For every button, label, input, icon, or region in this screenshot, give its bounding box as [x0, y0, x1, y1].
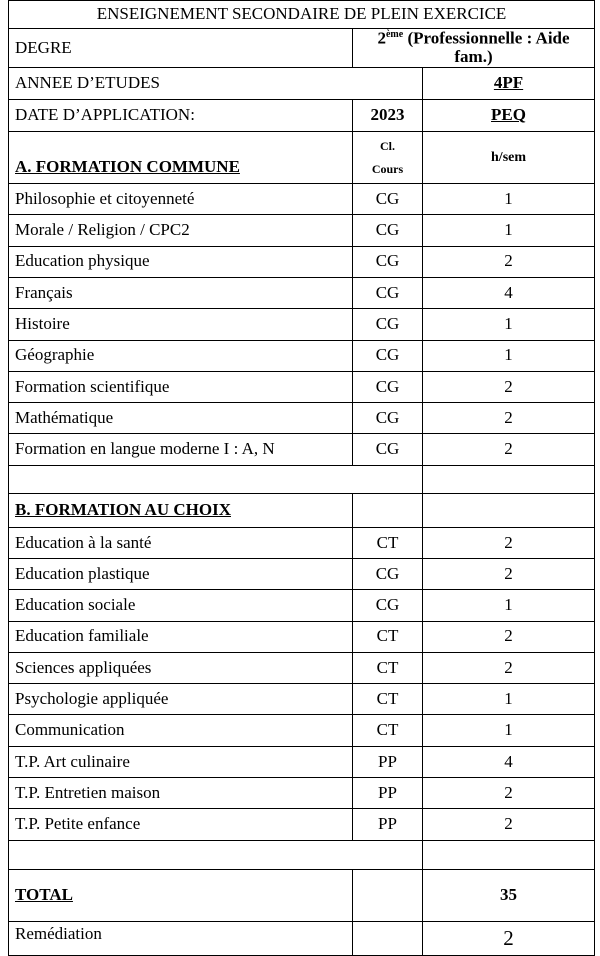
degre-sup: ème	[385, 29, 404, 40]
degre-row	[9, 29, 595, 68]
col-cours: Cours	[371, 161, 404, 176]
course-hours: 2	[423, 371, 595, 402]
total-label: TOTAL	[9, 869, 353, 921]
course-class: CG	[353, 559, 423, 590]
table-row	[9, 371, 595, 402]
blank-cell	[423, 493, 595, 527]
table-row	[9, 309, 595, 340]
total-value: 35	[423, 869, 595, 921]
table-row	[9, 778, 595, 809]
course-subject: Géographie	[9, 340, 353, 371]
course-class: CG	[353, 246, 423, 277]
section-b-title: B. FORMATION AU CHOIX	[9, 493, 353, 527]
course-hours: 1	[423, 215, 595, 246]
total-row	[9, 869, 595, 921]
annee-row	[9, 68, 595, 100]
course-hours: 2	[423, 621, 595, 652]
date-code: PEQ	[423, 100, 595, 132]
table-row	[9, 652, 595, 683]
blank-cell	[353, 921, 423, 955]
table-row	[9, 746, 595, 777]
course-hours: 2	[423, 527, 595, 558]
course-hours: 1	[423, 715, 595, 746]
course-subject: T.P. Petite enfance	[9, 809, 353, 840]
blank-cell	[353, 869, 423, 921]
course-class: CT	[353, 527, 423, 558]
col-cl-cours	[353, 132, 423, 184]
course-hours: 4	[423, 277, 595, 308]
course-class: PP	[353, 746, 423, 777]
course-hours: 2	[423, 403, 595, 434]
course-subject: Communication	[9, 715, 353, 746]
course-subject: Français	[9, 277, 353, 308]
course-subject: Education à la santé	[9, 527, 353, 558]
blank-cell	[9, 465, 423, 493]
table-row	[9, 403, 595, 434]
date-label: DATE D’APPLICATION:	[9, 100, 353, 132]
course-hours: 2	[423, 809, 595, 840]
course-class: CT	[353, 621, 423, 652]
remediation-row	[9, 921, 595, 955]
course-class: CT	[353, 652, 423, 683]
table-row	[9, 184, 595, 215]
course-subject: Mathématique	[9, 403, 353, 434]
course-subject: Education physique	[9, 246, 353, 277]
course-subject: Education plastique	[9, 559, 353, 590]
table-row	[9, 559, 595, 590]
blank-cell	[9, 840, 423, 869]
course-class: CG	[353, 434, 423, 465]
date-year: 2023	[353, 100, 423, 132]
course-hours: 1	[423, 184, 595, 215]
table-row	[9, 809, 595, 840]
course-hours: 1	[423, 684, 595, 715]
course-subject: T.P. Entretien maison	[9, 778, 353, 809]
col-cl: Cl.	[380, 138, 395, 153]
title-row	[9, 1, 595, 29]
section-b-header	[9, 493, 595, 527]
course-class: PP	[353, 778, 423, 809]
blank-cell	[423, 840, 595, 869]
course-hours: 1	[423, 309, 595, 340]
course-subject: Histoire	[9, 309, 353, 340]
remediation-value: 2	[423, 921, 595, 955]
table-row	[9, 215, 595, 246]
course-hours: 2	[423, 778, 595, 809]
course-class: CG	[353, 340, 423, 371]
course-class: CT	[353, 684, 423, 715]
table-row	[9, 621, 595, 652]
course-class: CG	[353, 277, 423, 308]
table-row	[9, 340, 595, 371]
table-row	[9, 434, 595, 465]
course-hours: 2	[423, 246, 595, 277]
table-row	[9, 715, 595, 746]
col-hsem: h/sem	[423, 132, 595, 184]
course-class: CG	[353, 371, 423, 402]
blank-cell	[353, 493, 423, 527]
course-table	[8, 0, 595, 956]
degre-value	[353, 29, 595, 68]
table-title: ENSEIGNEMENT SECONDAIRE DE PLEIN EXERCICE	[9, 1, 595, 29]
annee-label: ANNEE D’ETUDES	[9, 68, 423, 100]
degre-label: DEGRE	[9, 29, 353, 68]
course-subject: Education sociale	[9, 590, 353, 621]
annee-value: 4PF	[423, 68, 595, 100]
course-hours: 2	[423, 652, 595, 683]
table-row	[9, 246, 595, 277]
degre-detail: (Professionnelle : Aide fam.)	[403, 28, 570, 67]
section-a-title: A. FORMATION COMMUNE	[9, 132, 353, 184]
course-class: CG	[353, 215, 423, 246]
course-hours: 4	[423, 746, 595, 777]
course-class: CG	[353, 590, 423, 621]
course-subject: Morale / Religion / CPC2	[9, 215, 353, 246]
table-row	[9, 684, 595, 715]
course-hours: 2	[423, 559, 595, 590]
spacer-row	[9, 465, 595, 493]
course-subject: T.P. Art culinaire	[9, 746, 353, 777]
course-subject: Education familiale	[9, 621, 353, 652]
date-row	[9, 100, 595, 132]
course-subject: Psychologie appliquée	[9, 684, 353, 715]
course-hours: 2	[423, 434, 595, 465]
course-class: CG	[353, 309, 423, 340]
course-hours: 1	[423, 340, 595, 371]
course-hours: 1	[423, 590, 595, 621]
course-class: CT	[353, 715, 423, 746]
course-class: CG	[353, 403, 423, 434]
course-class: PP	[353, 809, 423, 840]
course-subject: Sciences appliquées	[9, 652, 353, 683]
section-a-header	[9, 132, 595, 184]
course-subject: Philosophie et citoyenneté	[9, 184, 353, 215]
degre-num: 2	[377, 28, 386, 48]
spacer-row	[9, 840, 595, 869]
course-subject: Formation en langue moderne I : A, N	[9, 434, 353, 465]
table-row	[9, 277, 595, 308]
blank-cell	[423, 465, 595, 493]
course-class: CG	[353, 184, 423, 215]
remediation-label: Remédiation	[9, 921, 353, 955]
table-row	[9, 590, 595, 621]
table-row	[9, 527, 595, 558]
course-subject: Formation scientifique	[9, 371, 353, 402]
